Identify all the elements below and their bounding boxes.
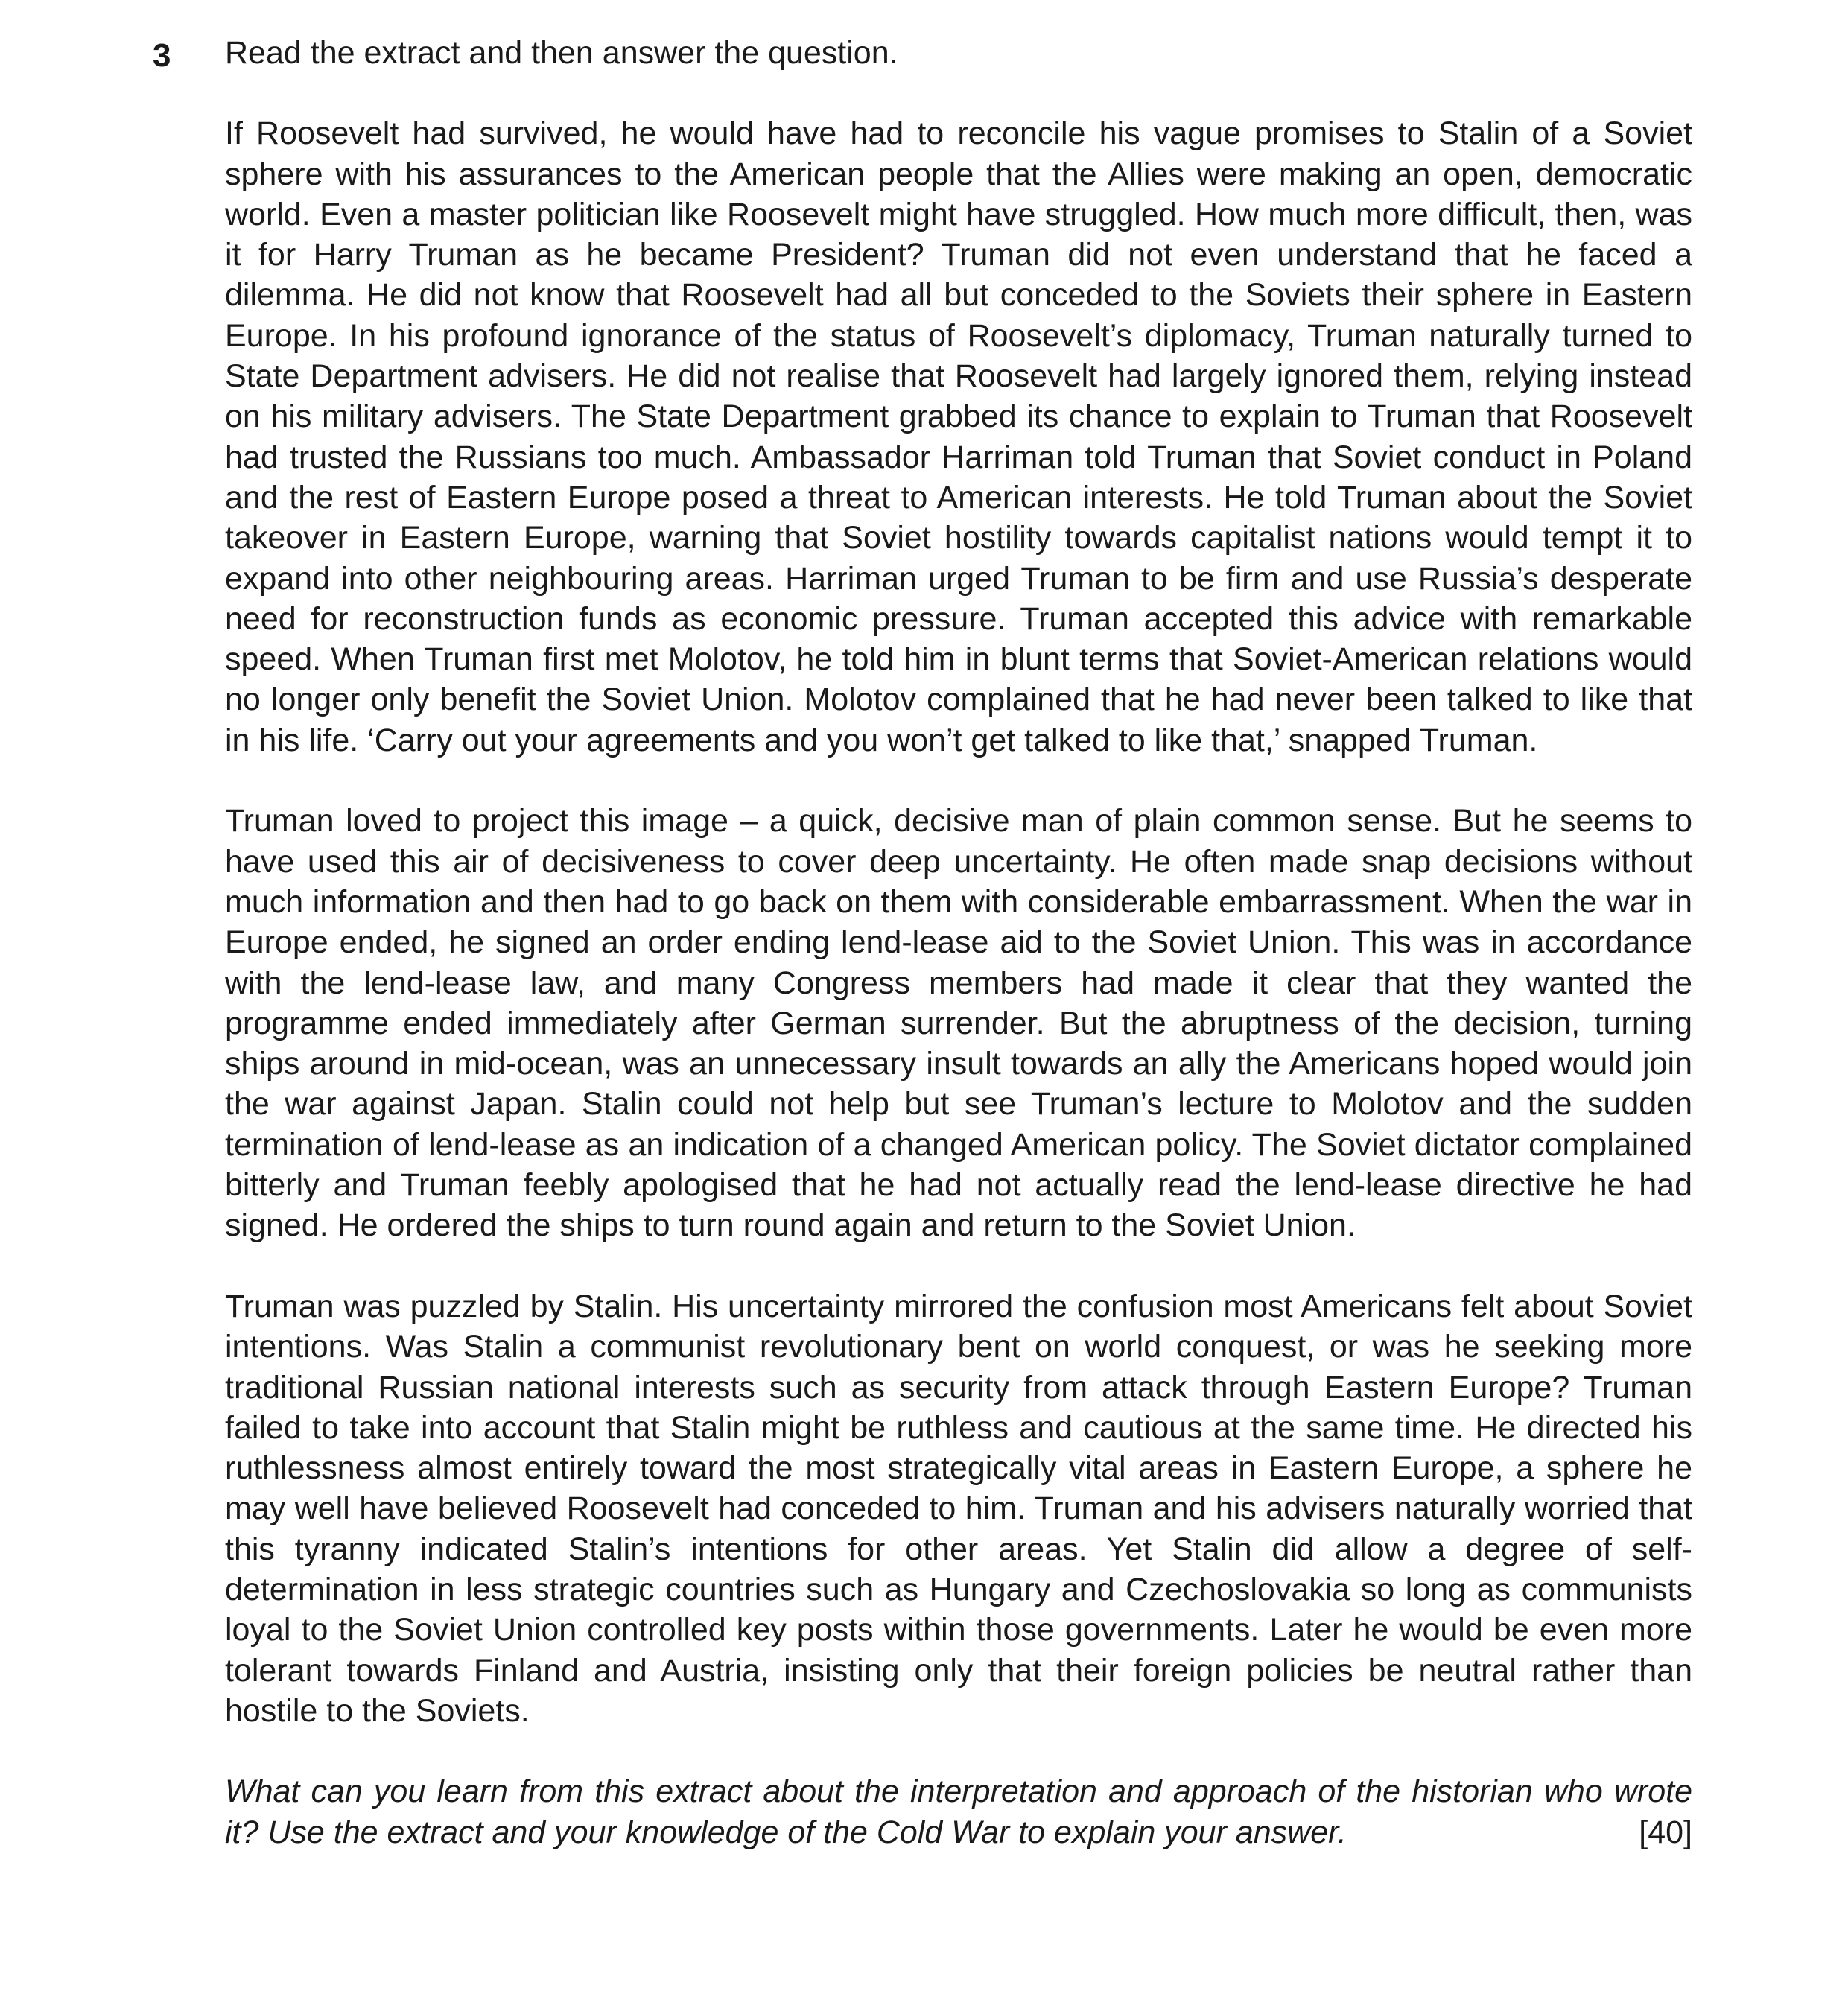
- extract-paragraph-2: Truman loved to project this image – a quick, decisive man of plain common sense. But he seems to have used this air of decisiveness to cover deep uncertainty. He often made snap decisions without much information and then had to go back on them with considerable embarrassment. When the war in Europe ended, he signed an order ending lend-lease aid to the Soviet Union. This was in accordance with the lend-lease law, and many Congress members had made it clear that they wanted the programme ended immediately after German surrender. But the abruptness of the decision, turning ships around in mid-ocean, was an unnecessary insult towards an ally the Americans hoped would join the war against Japan. Stalin could not help but see Truman’s lecture to Molotov and the sudden termination of lend-lease as an indication of a changed American policy. The Soviet dictator complained bitterly and Truman feebly apologised that he had not actually read the lend-lease directive he had signed. He ordered the ships to turn round again and return to the Soviet Union.: [225, 803, 1692, 1244]
- question-body: [225, 33, 1692, 1852]
- marks-allocation: [40]: [1639, 1814, 1692, 1850]
- extract-paragraph-3: Truman was puzzled by Stalin. His uncertainty mirrored the confusion most Americans felt about Soviet intentions. Was Stalin a communist revolutionary bent on world conquest, or was he seeking more traditional Russian national interests such as security from attack through Eastern Europe? Truman failed to take into account that Stalin might be ruthless and cautious at the same time. He directed his ruthlessness almost entirely toward the most strategically vital areas in Eastern Europe, a sphere he may well have believed Roosevelt had conceded to him. Truman and his advisers naturally worried that this tyranny indicated Stalin’s intentions for other areas. Yet Stalin did allow a degree of self-determination in less strategic countries such as Hungary and Czechoslovakia so long as communists loyal to the Soviet Union controlled key posts within those governments. Later he would be even more tolerant towards Finland and Austria, insisting only that their foreign policies be neutral rather than hostile to the Soviets.: [225, 1288, 1692, 1729]
- question-instruction: Read the extract and then answer the question.: [225, 35, 898, 71]
- extract-paragraph-1: If Roosevelt had survived, he would have had to reconcile his vague promises to Stalin of a Soviet sphere with his assurances to the American people that the Allies were making an open, democratic world. Even a master politician like Roosevelt might have struggled. How much more difficult, then, was it for Harry Truman as he became President? Truman did not even understand that he faced a dilemma. He did not know that Roosevelt had all but conceded to the Soviets their sphere in Eastern Europe. In his profound ignorance of the status of Roosevelt’s diplomacy, Truman naturally turned to State Department advisers. He did not realise that Roosevelt had largely ignored them, relying instead on his military advisers. The State Department grabbed its chance to explain to Truman that Roosevelt had trusted the Russians too much. Ambassador Harriman told Truman that Soviet conduct in Poland and the rest of Eastern Europe posed a threat to American interests. He told Truman about the Soviet takeover in Eastern Europe, warning that Soviet hostility towards capitalist nations would tempt it to expand into other neighbouring areas. Harriman urged Truman to be firm and use Russia’s desperate need for reconstruction funds as economic pressure. Truman accepted this advice with remarkable speed. When Truman first met Molotov, he told him in blunt terms that Soviet-American relations would no longer only benefit the Soviet Union. Molotov complained that he had never been talked to like that in his life. ‘Carry out your agreements and you won’t get talked to like that,’ snapped Truman.: [225, 115, 1692, 758]
- question-prompt-block: [225, 1771, 1692, 1852]
- question-prompt: What can you learn from this extract about the interpretation and approach of the historian who wrote it? Use the extract and your knowledge of the Cold War to explain your answer.: [225, 1774, 1692, 1850]
- question-number: 3: [153, 37, 171, 74]
- extract: [225, 113, 1692, 1731]
